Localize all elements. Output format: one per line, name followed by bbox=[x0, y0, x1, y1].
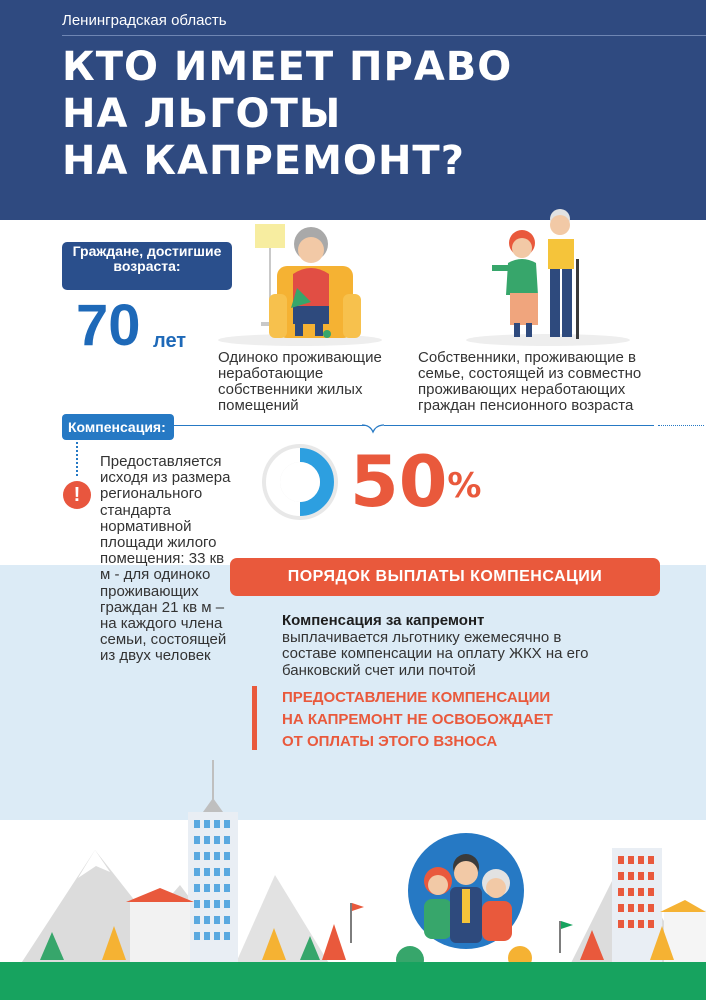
warning-icon: ! bbox=[63, 481, 91, 509]
family-icon bbox=[408, 833, 524, 949]
grandma-knitting-icon bbox=[215, 222, 390, 347]
donut-chart-icon bbox=[262, 444, 338, 520]
compensation-description: Предоставляется исходя из размера регионального стандарта нормативной площади жилого помещения: 33 кв м - для одиноко проживающих граждан 21 кв м – на каждого члена семьи, состоящей из двух человек bbox=[100, 453, 231, 665]
payment-text: выплачивается льготнику ежемесячно в составе компенсации на оплату ЖКХ на его банковский счет или почтой bbox=[282, 628, 589, 679]
city-skyline-icon bbox=[0, 760, 706, 965]
page-title bbox=[62, 44, 512, 185]
title-line-3: НА КАПРЕМОНТ? bbox=[62, 138, 465, 184]
compensation-line-left bbox=[174, 425, 366, 426]
payment-notice bbox=[282, 687, 612, 753]
compensation-badge: Компенсация: bbox=[62, 414, 174, 440]
donut-center bbox=[280, 462, 320, 502]
case-family-owners: Собственники, проживающие в семье, состоящей из совместно проживающих неработающих граждан пенсионного возраста bbox=[418, 349, 642, 414]
percent-number: 50 bbox=[350, 441, 448, 523]
title-line-1: КТО ИМЕЕТ ПРАВО bbox=[62, 44, 513, 90]
notice-line-2: НА КАПРЕМОНТ НЕ ОСВОБОЖДАЕТ bbox=[282, 711, 553, 728]
payment-order-heading: ПОРЯДОК ВЫПЛАТЫ КОМПЕНСАЦИИ bbox=[230, 558, 660, 596]
bracket-notch bbox=[362, 419, 384, 433]
vertical-dotted-connector bbox=[76, 442, 78, 476]
header-banner bbox=[0, 0, 706, 220]
elderly-couple-icon bbox=[460, 205, 635, 347]
notice-accent-bar bbox=[252, 686, 257, 750]
compensation-line-dots bbox=[658, 425, 704, 426]
case-single-owner: Одиноко проживающие неработающие собственники жилых помещений bbox=[218, 349, 382, 414]
title-line-2: НА ЛЬГОТЫ bbox=[62, 91, 342, 137]
compensation-line-right bbox=[384, 425, 654, 426]
percent-sign: % bbox=[447, 466, 482, 506]
notice-line-1: ПРЕДОСТАВЛЕНИЕ КОМПЕНСАЦИИ bbox=[282, 689, 551, 706]
age-number: 70 bbox=[76, 293, 141, 358]
age-unit: лет bbox=[153, 330, 187, 352]
header-divider bbox=[62, 35, 706, 36]
payment-info bbox=[282, 613, 612, 679]
ground-strip bbox=[0, 962, 706, 1000]
percent-value bbox=[350, 441, 482, 523]
region-label: Ленинградская область bbox=[62, 12, 227, 29]
payment-title: Компенсация за капремонт bbox=[282, 612, 485, 629]
age-badge: Граждане, достигшие возраста: bbox=[62, 242, 232, 290]
notice-line-3: ОТ ОПЛАТЫ ЭТОГО ВЗНОСА bbox=[282, 733, 498, 750]
